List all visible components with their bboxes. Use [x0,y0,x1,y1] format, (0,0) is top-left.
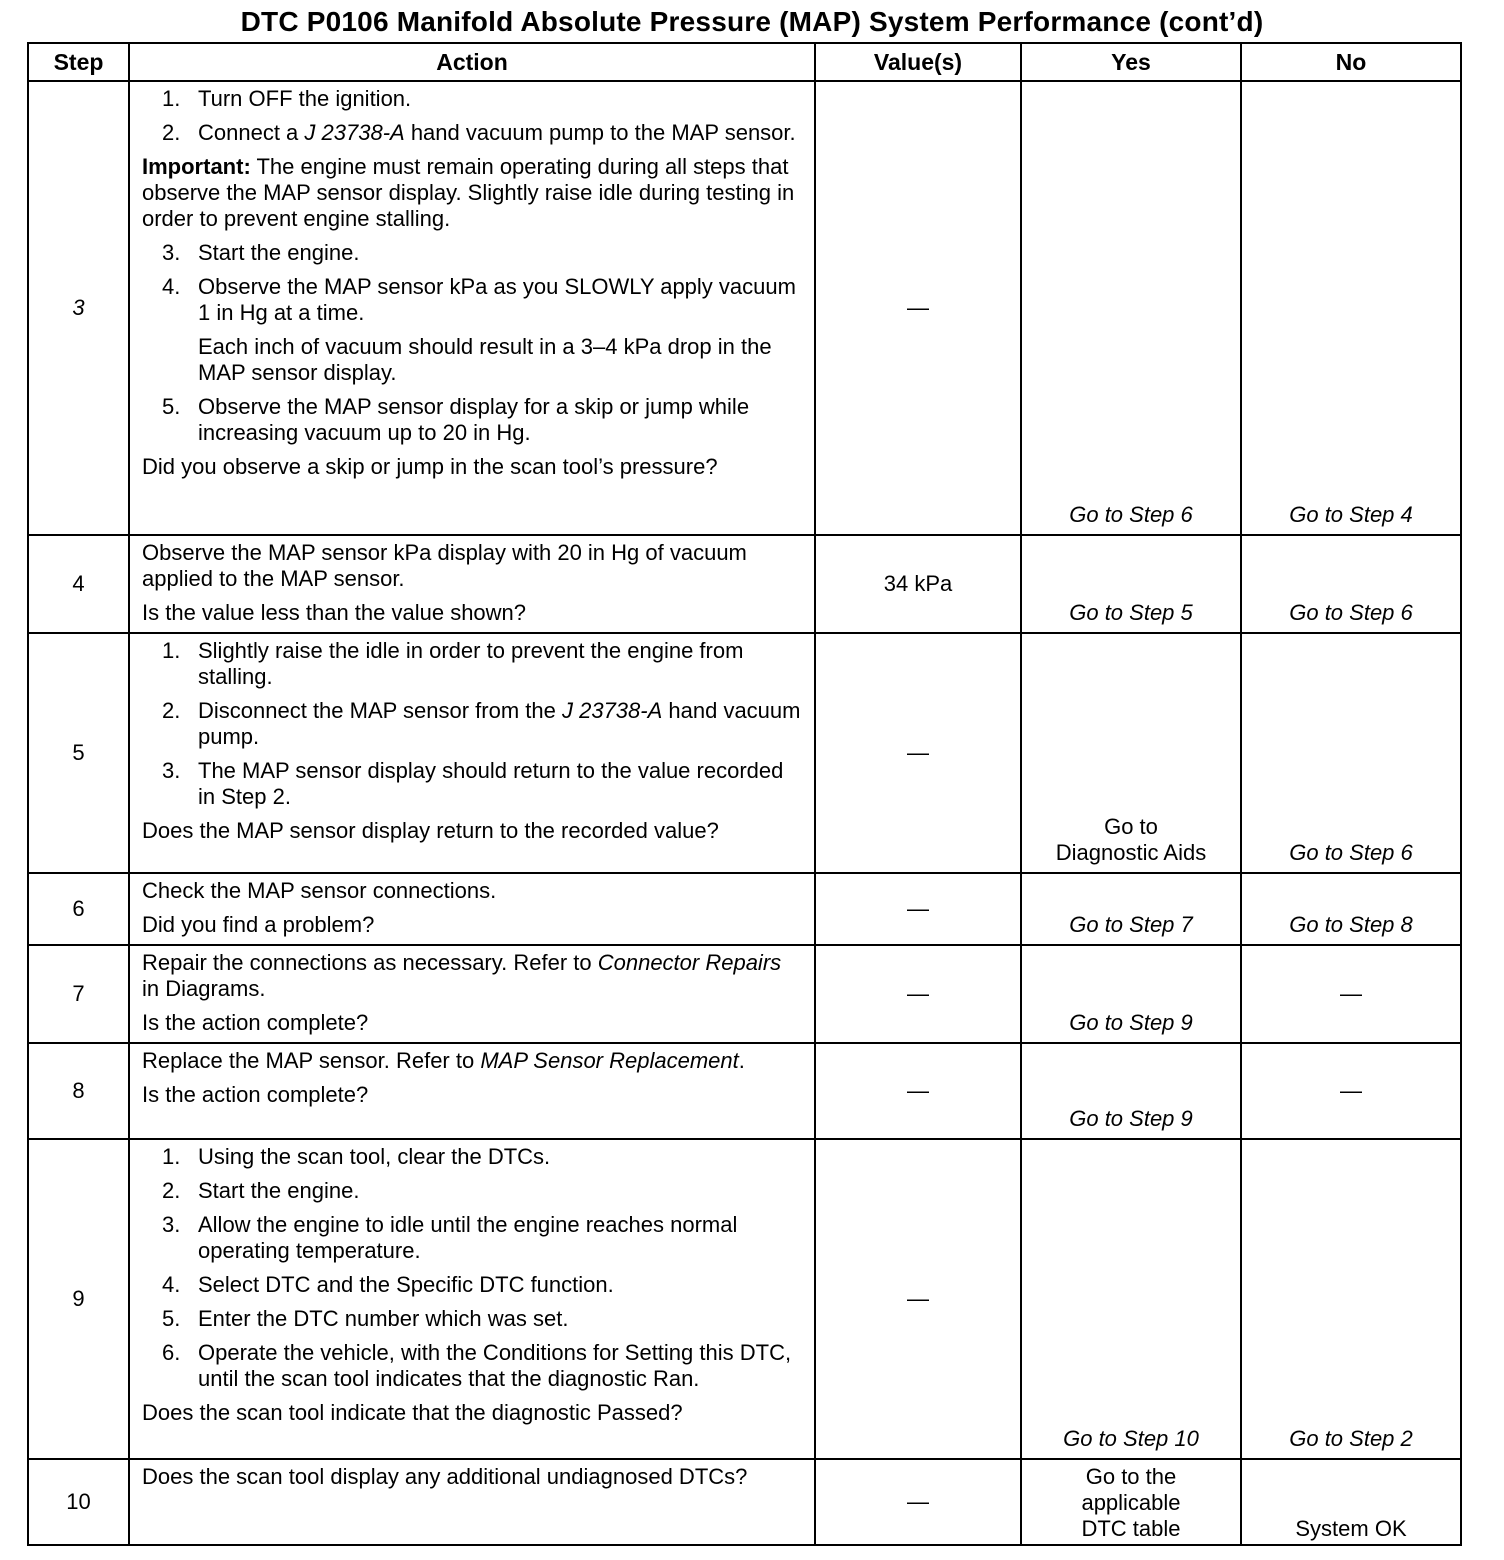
list-item [142,1178,804,1204]
table-row-step-8 [28,1043,1461,1139]
action-cell [129,535,815,633]
value-cell: — [815,945,1021,1043]
action-text: Check the MAP sensor connections. [142,878,497,903]
yes-line: applicable [1081,1490,1181,1515]
action-cell [129,945,815,1043]
item-number: 2. [162,698,181,723]
item-number: 5. [162,394,181,419]
list-item [142,1340,804,1392]
list-item [142,1144,804,1170]
action-text [142,1048,804,1074]
important-label: Important: [142,154,251,179]
item-number: 4. [162,274,181,299]
item-text: The MAP sensor display should return to the value recorded in Step 2. [198,758,784,809]
header-action: Action [129,43,815,81]
list-item [142,120,804,146]
item-text: Observe the MAP sensor kPa as you SLOWLY apply vacuum 1 in Hg at a time. [198,274,796,325]
action-cell [129,1459,815,1545]
action-text [142,950,804,1002]
step-number: 4 [28,535,129,633]
no-cell: Go to Step 4 [1241,81,1461,535]
item-number: 2. [162,120,181,145]
yes-cell: Go to Step 5 [1021,535,1241,633]
item-text: Turn OFF the ignition. [198,86,412,111]
table-row-step-6 [28,873,1461,945]
tool-reference: J 23738-A [561,698,663,723]
yes-line: Diagnostic Aids [1055,840,1207,865]
no-cell: Go to Step 6 [1241,633,1461,873]
item-number: 1. [162,86,181,111]
table-row-step-4 [28,535,1461,633]
question-text: Did you find a problem? [142,912,375,937]
action-cell [129,633,815,873]
list-item [142,1272,804,1298]
header-no: No [1241,43,1461,81]
item-text: Allow the engine to idle until the engine reaches normal operating temperature. [198,1212,738,1263]
header-values: Value(s) [815,43,1021,81]
step-number: 9 [28,1139,129,1459]
value-cell: — [815,1043,1021,1139]
question-text: Is the action complete? [142,1082,369,1107]
question-text: Does the MAP sensor display return to the recorded value? [142,818,719,843]
yes-cell: Go to Step 10 [1021,1139,1241,1459]
diagnostic-table [27,42,1462,1546]
item-text: Select DTC and the Specific DTC function. [198,1272,614,1297]
item-text: hand vacuum pump to the MAP sensor. [404,120,796,145]
yes-cell: Go to Step 7 [1021,873,1241,945]
action-cell [129,1043,815,1139]
item-number: 4. [162,1272,181,1297]
value-cell: 34 kPa [815,535,1021,633]
tool-reference: J 23738-A [304,120,405,145]
action-text-part: in Diagrams. [142,976,266,1001]
item-text: Operate the vehicle, with the Conditions for Setting this DTC, until the scan tool indicates that the diagnostic Ran. [198,1340,792,1391]
yes-cell: Go to Step 9 [1021,945,1241,1043]
question-text: Did you observe a skip or jump in the scan tool’s pressure? [142,454,718,479]
value-cell: — [815,1459,1021,1545]
list-item [142,698,804,750]
list-item [142,86,804,112]
yes-cell [1021,633,1241,873]
question-text: Is the action complete? [142,1010,369,1035]
list-item [142,274,804,326]
value-cell: — [815,81,1021,535]
header-step: Step [28,43,129,81]
header-yes: Yes [1021,43,1241,81]
step-number: 3 [28,81,129,535]
question-text: Does the scan tool display any additional undiagnosed DTCs? [142,1464,748,1489]
step-number: 8 [28,1043,129,1139]
yes-cell: Go to Step 9 [1021,1043,1241,1139]
no-cell: System OK [1241,1459,1461,1545]
action-text-part: Replace the MAP sensor. Refer to [142,1048,481,1073]
important-note [142,154,804,232]
page-title: DTC P0106 Manifold Absolute Pressure (MAP) System Performance (cont’d) [240,6,1264,37]
item-number: 3. [162,240,181,265]
list-item [142,758,804,810]
item-text: hand vacuum pump. [198,698,801,749]
table-row-step-7 [28,945,1461,1043]
yes-line: DTC table [1081,1516,1181,1541]
table-row-step-5 [28,633,1461,873]
value-cell: — [815,633,1021,873]
list-item [142,394,804,446]
item-text: Connect a [198,120,305,145]
action-cell [129,1139,815,1459]
header-row [28,43,1461,81]
no-cell: Go to Step 6 [1241,535,1461,633]
step-number: 10 [28,1459,129,1545]
important-text: The engine must remain operating during all steps that observe the MAP sensor display. Slightly raise idle during testing in order to prevent engine stalling. [142,154,795,231]
value-cell: — [815,873,1021,945]
list-item [142,1212,804,1264]
item-text: Disconnect the MAP sensor from the [198,698,562,723]
action-text: Observe the MAP sensor kPa display with 20 in Hg of vacuum applied to the MAP sensor. [142,540,747,591]
step-number: 5 [28,633,129,873]
no-cell: Go to Step 8 [1241,873,1461,945]
item-number: 3. [162,1212,181,1237]
step-number: 6 [28,873,129,945]
item-text: Start the engine. [198,1178,360,1203]
action-cell [129,81,815,535]
reference-title: MAP Sensor Replacement [480,1048,739,1073]
table-row-step-3 [28,81,1461,535]
yes-cell: Go to Step 6 [1021,81,1241,535]
item-text: Using the scan tool, clear the DTCs. [198,1144,551,1169]
item-number: 6. [162,1340,181,1365]
no-cell: — [1241,945,1461,1043]
item-number: 2. [162,1178,181,1203]
item-number: 3. [162,758,181,783]
yes-line: Go to [1104,814,1158,839]
item-number: 5. [162,1306,181,1331]
no-cell: Go to Step 2 [1241,1139,1461,1459]
item-number: 1. [162,1144,181,1169]
no-cell: — [1241,1043,1461,1139]
item-text: Observe the MAP sensor display for a skip or jump while increasing vacuum up to 20 in Hg. [198,394,750,445]
item-text: Slightly raise the idle in order to prevent the engine from stalling. [198,638,744,689]
action-text-part: . [738,1048,745,1073]
action-cell [129,873,815,945]
reference-title: Connector Repairs [597,950,782,975]
value-cell: — [815,1139,1021,1459]
table-row-step-9 [28,1139,1461,1459]
yes-cell [1021,1459,1241,1545]
item-number: 1. [162,638,181,663]
list-item [142,240,804,266]
yes-line: Go to the [1085,1464,1177,1489]
step-number: 7 [28,945,129,1043]
action-text-part: Repair the connections as necessary. Refer to [142,950,598,975]
question-text: Is the value less than the value shown? [142,600,527,625]
question-text: Does the scan tool indicate that the diagnostic Passed? [142,1400,683,1425]
item-text: Enter the DTC number which was set. [198,1306,569,1331]
table-row-step-10 [28,1459,1461,1545]
list-item [142,1306,804,1332]
list-item [142,638,804,690]
item-text: Start the engine. [198,240,360,265]
sub-note: Each inch of vacuum should result in a 3–4 kPa drop in the MAP sensor display. [198,334,772,385]
